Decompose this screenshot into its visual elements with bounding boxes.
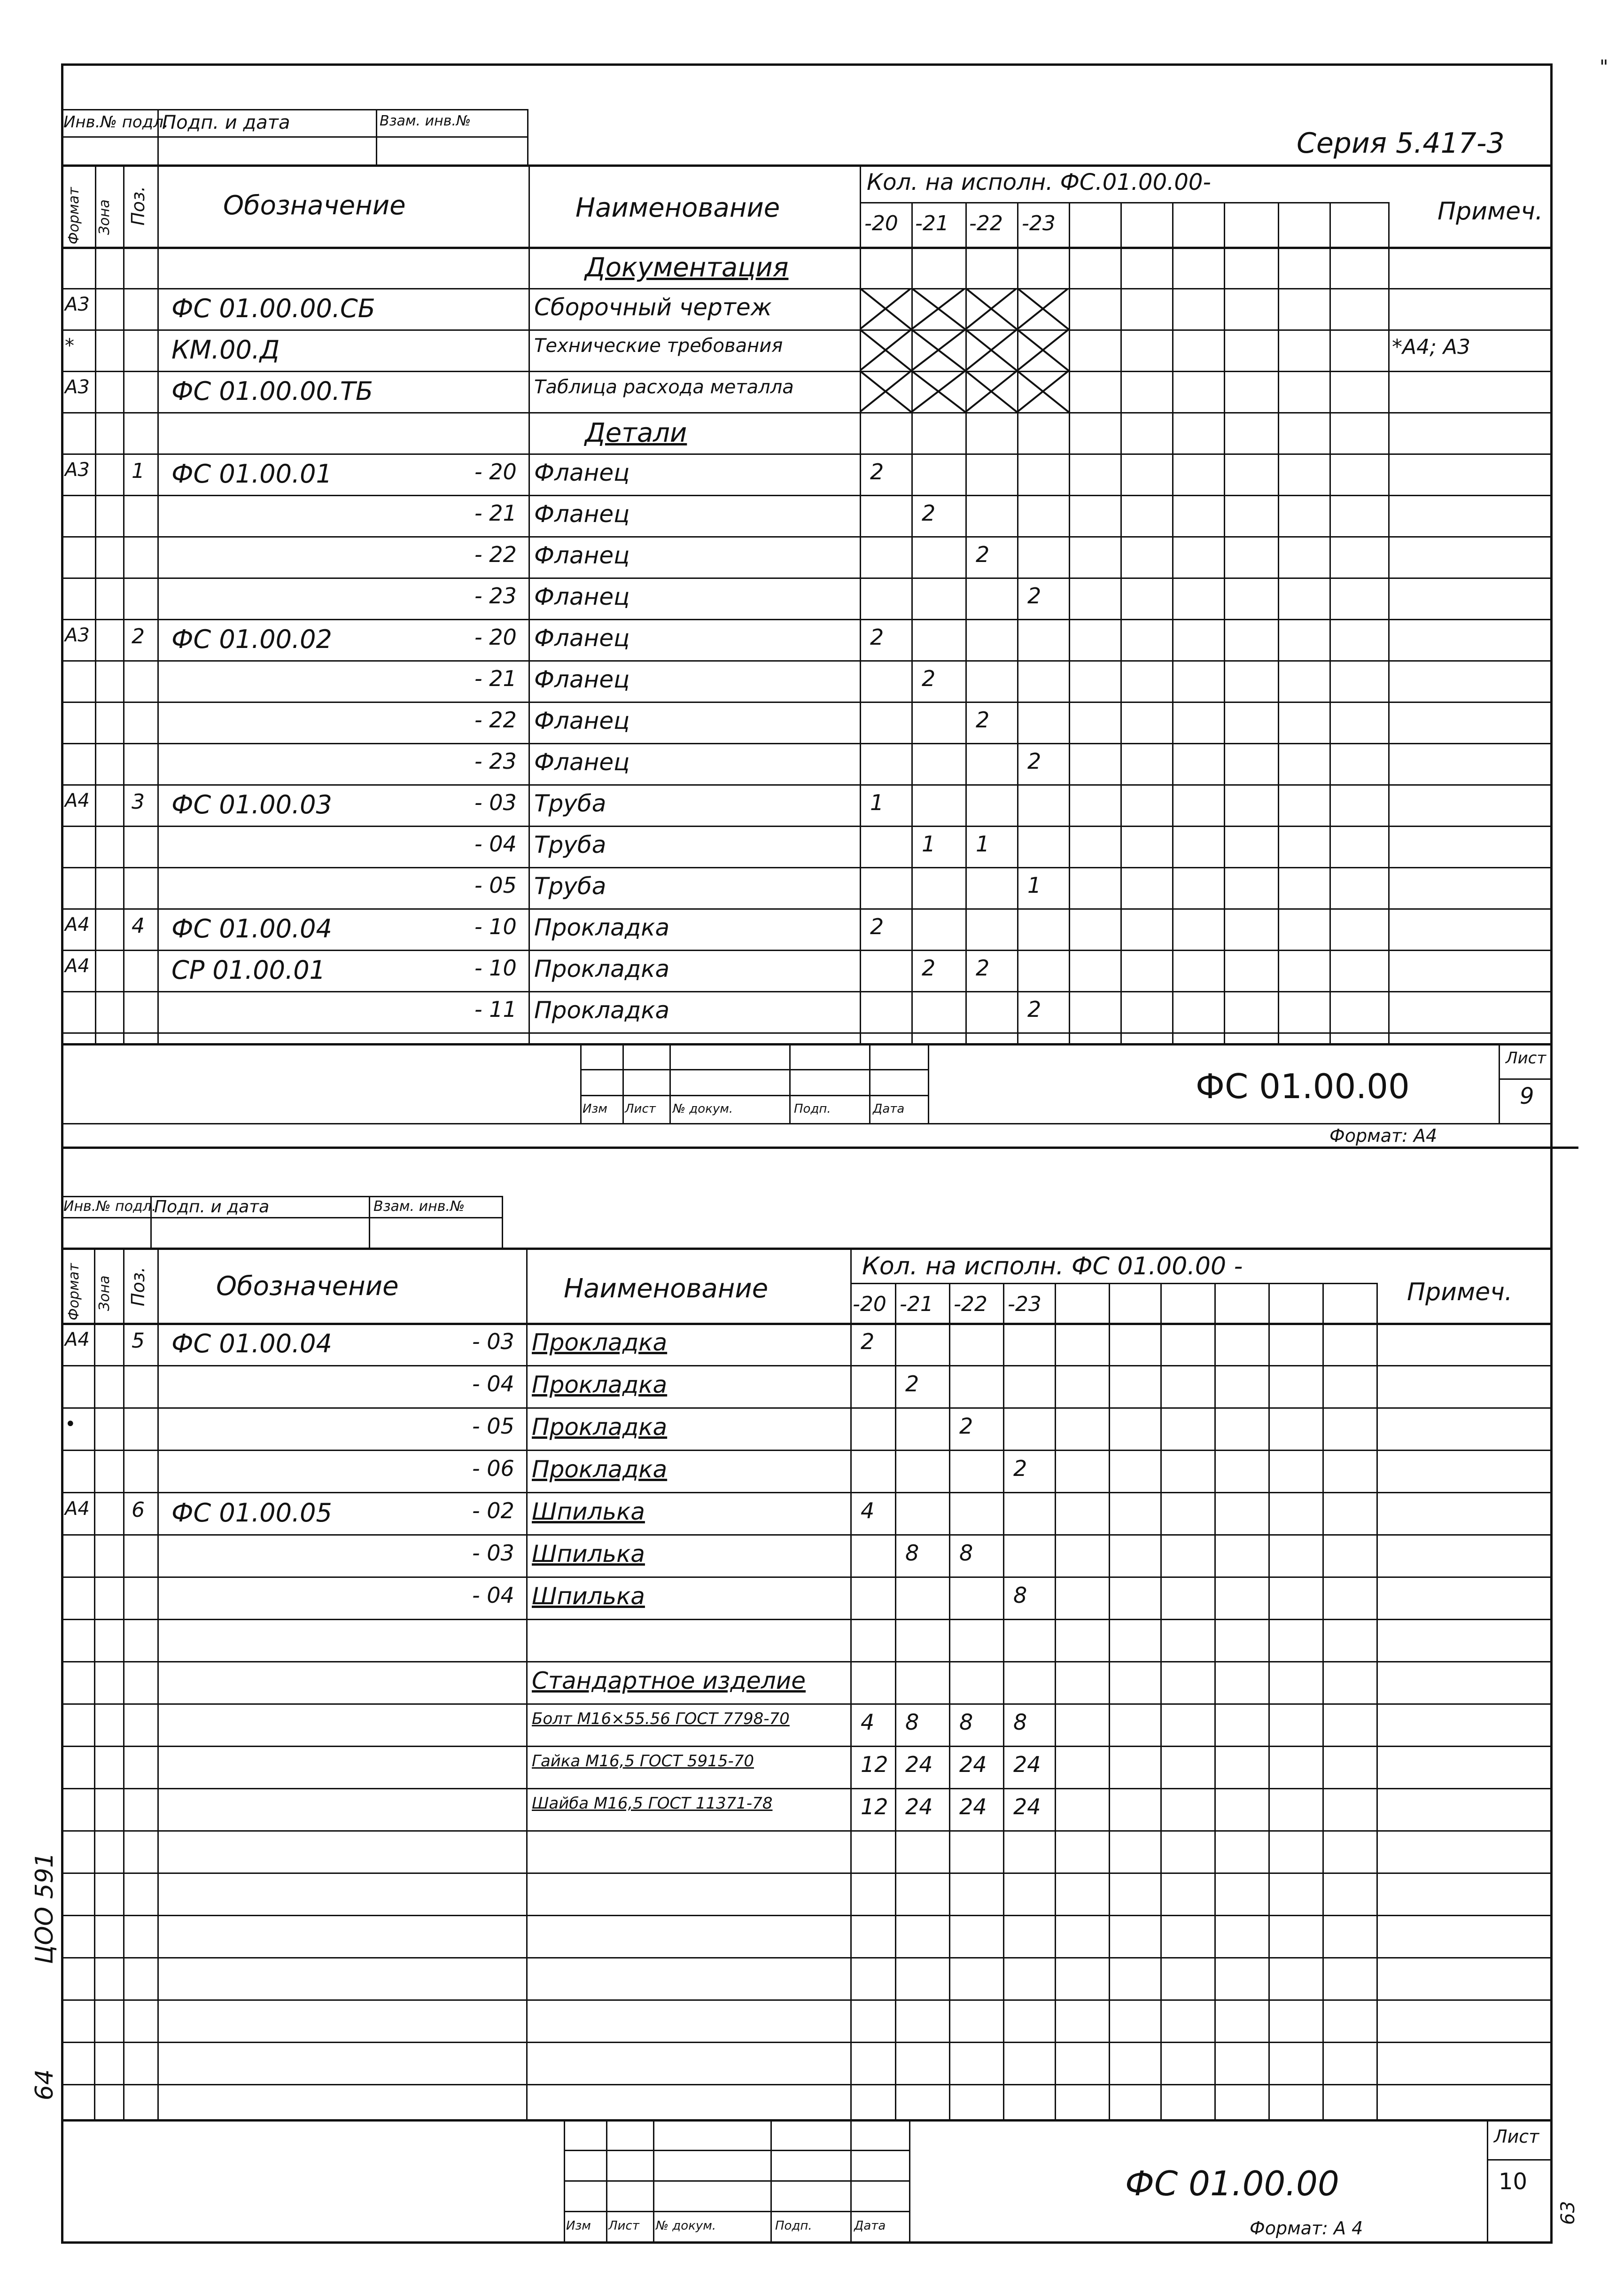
s1-cell-name: Труба [534,831,606,858]
s1-cell-designation: ФС 01.00.00.ТБ [171,376,373,406]
s2-cell-qty: 2 [905,1371,919,1397]
s2-cell-qty: 8 [1013,1709,1027,1735]
s2-tb-r1 [564,2150,909,2151]
sheet-divider [61,1147,1578,1149]
s2-col-line [157,1248,159,2119]
s1-table-top [61,164,1553,167]
s2-cell-qty: 12 [861,1794,888,1819]
s2-cell-designation: ФС 01.00.05 [171,1498,332,1528]
s1-h-v23: -23 [1022,211,1056,235]
crossed-cell [965,288,1017,329]
crossed-cell [965,371,1017,412]
s2-row-line [61,1872,1550,1874]
s1-col-line [1172,202,1173,1043]
s1-cell-name: Фланец [534,624,630,652]
s2-tb-izm: Изм [566,2219,591,2233]
s2-cell-suffix: - 05 [472,1413,514,1439]
s1-row-line [61,950,1550,951]
s1-h-v21: -21 [915,211,949,235]
s1-tb-list: Лист [625,1102,656,1116]
s1-cell-qty: 1 [1027,873,1041,898]
s2-row-line [61,1619,1550,1620]
s2-cell-qty: 4 [861,1498,875,1523]
s2-h-designation: Обозначение [216,1271,399,1302]
s2-h-zone: Зона [96,1275,113,1311]
s1-cell-qty: 2 [976,955,990,981]
s2-row-line [61,1365,1550,1366]
s1-cell-name: Сборочный чертеж [534,294,772,321]
s1-row-line [61,867,1550,868]
s1-h-pos: Поз. [128,186,148,226]
s2-cell-name: Шпилька [532,1498,645,1525]
s2-cell-pos: 5 [132,1329,145,1353]
s2-cell-qty: 8 [959,1540,973,1566]
s1-row-line [61,743,1550,744]
s1-row-line [61,371,1550,372]
s2-cell-qty: 24 [1013,1752,1041,1777]
s2-cell-name: Прокладка [532,1456,668,1483]
s2-tb-podp: Подп. [775,2219,812,2233]
s1-cell-name: Труба [534,790,606,817]
s1-cell-suffix: - 10 [474,914,517,939]
s1-tb-sheet-no: 9 [1520,1083,1534,1109]
s1-row-line [61,412,1550,414]
s2-cell-qty: 2 [959,1413,973,1439]
s2-table-top [61,1248,1553,1250]
s2-row-line [61,1534,1550,1536]
s2-row-line [61,1999,1550,2001]
s2-cell-format: А4 [65,1329,90,1350]
s2-cell-qty: 8 [959,1709,973,1735]
s1-cell-name: Таблица расхода металла [534,376,794,398]
s2-tb-doc: ФС 01.00.00 [1125,2164,1339,2203]
s2-row-line [61,1703,1550,1705]
s2-row-line [61,1450,1550,1451]
s2-h-v21: -21 [900,1292,933,1316]
s1-cell-format: А4 [65,914,90,936]
side-stamp: ЦОО 591 [31,1852,59,1964]
s1-tb-bottom [61,1123,1553,1124]
s1-tb-v0 [580,1043,582,1123]
s1-tb-izm: Изм [583,1102,607,1116]
s1-cell-qty: 2 [870,459,884,484]
s2-row-line [61,1830,1550,1832]
s1-cell-qty: 2 [922,955,936,981]
crossed-cell [1017,329,1069,371]
s1-cell-format: А3 [65,459,90,481]
s2-qty-sub [850,1283,1376,1284]
s1-cell-suffix: - 23 [474,749,517,774]
s2-cell-qty: 24 [959,1752,987,1777]
s2-col-line [94,1248,95,2119]
s1-cell-qty: 2 [1027,997,1041,1022]
s2-cell-qty: 12 [861,1752,888,1777]
s2-row-line [61,1915,1550,1916]
crossed-cell [911,329,965,371]
s1-cell-qty: 1 [922,831,936,857]
s2-stamp-v3 [502,1196,503,1248]
s2-tb-v6 [1487,2119,1488,2241]
s1-h-v22: -22 [969,211,1003,235]
s1-cell-format: А3 [65,294,90,315]
s2-h-name: Наименование [564,1273,769,1304]
s2-col-line [61,1248,62,2119]
s2-h-note: Примеч. [1407,1278,1513,1306]
s1-cell-name: Прокладка [534,997,670,1024]
s2-cell-name: Прокладка [532,1329,668,1356]
crossed-cell [1017,371,1069,412]
s1-cell-qty: 2 [976,707,990,733]
s1-tb-v6 [1499,1043,1500,1123]
s1-cell-designation: СР 01.00.01 [171,955,326,985]
s2-cell-qty: 8 [905,1709,919,1735]
s1-tb-v5 [928,1043,929,1123]
s1-tb-v2 [669,1043,671,1123]
s2-row-line [61,1746,1550,1747]
crossed-cell [860,288,911,329]
s1-tb-podp: Подп. [794,1102,831,1116]
s2-tb-ndoc: № докум. [656,2219,716,2233]
s2-cell-qty: 2 [861,1329,875,1354]
s2-tb-sheet-label: Лист [1494,2126,1539,2147]
s1-cell-qty: 2 [1027,749,1041,774]
s2-tb-sheet-no: 10 [1499,2169,1528,2195]
s2-cell-suffix: - 06 [472,1456,514,1481]
s1-h-qty: Кол. на исполн. ФС.01.00.00- [867,169,1211,195]
s2-row-line [61,1576,1550,1578]
s1-cell-designation: ФС 01.00.00.СБ [171,294,375,323]
s2-cell-designation: ФС 01.00.04 [171,1329,332,1358]
s1-h-designation: Обозначение [223,190,406,221]
s2-cell-name: Шпилька [532,1583,645,1610]
s2-cell-format: А4 [65,1498,90,1520]
s1-tb-r2 [580,1095,928,1096]
s1-cell-name: Фланец [534,542,630,569]
s1-cell-suffix: - 22 [474,707,517,733]
s1-cell-pos: 4 [132,914,145,938]
s1-row-line [61,329,1550,331]
s1-row-line [61,702,1550,703]
s1-col-line [1550,164,1552,1043]
s1-cell-suffix: - 21 [474,500,517,526]
s2-cell-name: Прокладка [532,1371,668,1398]
s1-row-line [61,991,1550,992]
frame-top [61,63,1553,66]
s2-h-v20: -20 [853,1292,886,1316]
s1-cell-suffix: - 11 [474,997,517,1022]
s1-format: Формат: А4 [1329,1125,1438,1146]
s1-cell-designation: ФС 01.00.04 [171,914,332,944]
s2-row-line [61,2042,1550,2043]
s1-cell-qty: 2 [870,914,884,939]
s2-cell-name: Гайка М16,5 ГОСТ 5915-70 [532,1752,754,1771]
s2-tb-sheet-mid [1487,2159,1550,2161]
s2-cell-suffix: - 03 [472,1329,514,1354]
s1-cell-name: Прокладка [534,914,670,941]
s2-stamp-repl: Взам. инв.№ [373,1198,465,1215]
s1-h-format: Формат [66,187,82,244]
s1-row-line [61,577,1550,579]
s1-cell-suffix: - 20 [474,624,517,650]
s1-col-line [61,164,62,1043]
s1-cell-suffix: - 22 [474,542,517,567]
s1-cell-name: Фланец [534,749,630,776]
s2-h-v23: -23 [1008,1292,1041,1316]
s1-tb-top [61,1043,1553,1045]
s1-col-line [157,164,159,1043]
s1-cell-suffix: - 05 [474,873,517,898]
s1-col-line [95,164,96,1043]
s1-cell-name: Фланец [534,583,630,610]
s2-cell-qty: 24 [905,1752,933,1777]
s1-tb-sheet-label: Лист [1506,1049,1546,1068]
s2-tb-list: Лист [608,2219,639,2233]
s2-stamp-mid [61,1217,503,1218]
s1-cell-qty: 2 [870,624,884,650]
s2-stamp-inv: Инв.№ подл. [63,1198,156,1215]
s1-cell-suffix: - 23 [474,583,517,609]
s1-cell-suffix: - 21 [474,666,517,691]
s1-col-line [1224,202,1225,1043]
s1-col-line [1329,202,1331,1043]
s1-cell-pos: 2 [132,624,145,648]
s1-cell-designation: КМ.00.Д [171,335,280,365]
s2-cell-format: • [65,1413,76,1435]
s2-cell-qty: 8 [905,1540,919,1566]
s2-row-line [61,2084,1550,2085]
s2-cell-name: Шпилька [532,1540,645,1568]
crossed-cell [1017,288,1069,329]
crossed-cell [911,288,965,329]
s1-col-line [1120,202,1122,1043]
s1-cell-name: Документация [585,252,789,283]
s1-row-line [61,288,1550,289]
s1-stamp-sign: Подп. и дата [162,112,290,133]
crossed-cell [860,371,911,412]
s2-col-line [526,1248,528,2119]
s2-h-format: Формат [66,1263,82,1320]
series-label: Серия 5.417-3 [1297,127,1505,160]
crossed-cell [911,371,965,412]
s1-cell-qty: 2 [922,500,936,526]
s2-col-line [850,1248,852,2119]
s1-cell-name: Фланец [534,459,630,486]
s1-col-line [1278,202,1279,1043]
frame-bottom [61,2241,1553,2244]
side-page: 64 [31,2069,59,2100]
s2-row-line [61,1788,1550,1789]
s1-row-line [61,495,1550,496]
s1-h-zone: Зона [96,199,113,235]
s2-cell-qty: 24 [905,1794,933,1819]
corner-mark: " [1600,56,1608,78]
s2-row-line [61,1661,1550,1662]
s2-cell-suffix: - 04 [472,1583,514,1608]
s1-cell-qty: 1 [976,831,990,857]
s2-cell-suffix: - 04 [472,1371,514,1397]
s1-cell-format: А3 [65,376,90,398]
s1-tb-ndoc: № докум. [673,1102,733,1116]
s1-cell-format: * [65,335,74,357]
s2-col-line [1550,1248,1552,2119]
s1-row-line [61,660,1550,662]
s1-row-line [61,619,1550,620]
s1-cell-designation: ФС 01.00.03 [171,790,332,819]
s1-row-line [61,1032,1550,1034]
s1-cell-name: Фланец [534,707,630,734]
crossed-cell [965,329,1017,371]
s1-cell-pos: 1 [132,459,145,483]
s2-format: Формат: А 4 [1250,2218,1363,2239]
s1-stamp-top [61,109,528,110]
s1-cell-format: А4 [65,790,90,811]
s1-qty-sub [860,202,1388,203]
s2-cell-suffix: - 03 [472,1540,514,1566]
s1-tb-v4 [869,1043,870,1123]
s2-h-pos: Поз. [128,1266,148,1306]
s2-row-line [61,1492,1550,1493]
s1-cell-note: *А4; А3 [1392,335,1470,359]
s1-cell-designation: ФС 01.00.01 [171,459,332,489]
s1-tb-doc: ФС 01.00.00 [1196,1067,1410,1106]
s2-cell-name: Шайба М16,5 ГОСТ 11371-78 [532,1794,773,1813]
s2-cell-qty: 24 [959,1794,987,1819]
s1-cell-format: А3 [65,624,90,646]
s1-stamp-v2 [376,109,377,165]
s1-col-line [1388,202,1390,1043]
s1-stamp-v3 [527,109,528,165]
s2-cell-qty: 24 [1013,1794,1041,1819]
s1-cell-suffix: - 20 [474,459,517,484]
s1-cell-qty: 2 [976,542,990,567]
s2-tb-r3 [564,2211,909,2212]
s1-cell-qty: 2 [922,666,936,691]
s2-h-qty: Кол. на исполн. ФС 01.00.00 - [862,1252,1243,1280]
s2-stamp-top [61,1196,503,1197]
s2-cell-name: Болт М16×55.56 ГОСТ 7798-70 [532,1709,790,1728]
s1-row-line [61,826,1550,827]
s2-header-bottom [61,1323,1553,1325]
s1-cell-designation: ФС 01.00.02 [171,624,332,654]
s2-tb-v5 [909,2119,910,2241]
s1-h-name: Наименование [575,193,780,223]
s1-cell-qty: 2 [1027,583,1041,609]
s1-tb-v1 [622,1043,624,1123]
s1-cell-name: Детали [585,418,687,448]
s1-cell-name: Фланец [534,500,630,528]
s1-cell-name: Технические требования [534,335,783,357]
s1-row-line [61,536,1550,538]
s2-cell-qty: 4 [861,1709,875,1735]
s1-cell-name: Прокладка [534,955,670,983]
s2-tb-r2 [564,2180,909,2182]
s2-tb-data: Дата [854,2219,886,2233]
s2-cell-pos: 6 [132,1498,145,1522]
s2-row-line [61,1407,1550,1409]
s1-cell-qty: 1 [870,790,884,815]
s1-tb-data: Дата [873,1102,905,1116]
s1-cell-format: А4 [65,955,90,977]
s1-tb-sheet-mid [1499,1078,1550,1080]
s1-stamp-repl: Взам. инв.№ [380,113,471,129]
s1-cell-name: Фланец [534,666,630,693]
s2-stamp-v2 [369,1196,370,1248]
s2-cell-name: Стандартное изделие [532,1667,806,1694]
s1-stamp-mid [61,136,528,138]
s1-cell-pos: 3 [132,790,145,814]
s1-tb-v3 [789,1043,791,1123]
s1-cell-name: Труба [534,873,606,900]
s1-row-line [61,784,1550,786]
s2-col-line [123,1248,124,2119]
s1-col-line [1069,202,1070,1043]
s1-cell-suffix: - 04 [474,831,517,857]
s2-cell-name: Прокладка [532,1413,668,1441]
s2-tb-top [61,2119,1553,2122]
s1-cell-suffix: - 03 [474,790,517,815]
edge-number: 63 [1557,2201,1579,2225]
s1-stamp-inv: Инв.№ подл. [63,113,169,132]
s2-h-v22: -22 [954,1292,987,1316]
s1-tb-r1 [580,1069,928,1070]
s1-h-note: Примеч. [1438,197,1543,226]
s1-col-line [528,164,530,1043]
s1-cell-suffix: - 10 [474,955,517,981]
s2-stamp-sign: Подп. и дата [154,1197,270,1217]
crossed-cell [860,329,911,371]
s2-cell-suffix: - 02 [472,1498,514,1523]
s2-cell-qty: 8 [1013,1583,1027,1608]
s1-col-line [123,164,124,1043]
s1-row-line [61,908,1550,910]
s2-cell-qty: 2 [1013,1456,1027,1481]
s2-row-line [61,1957,1550,1958]
s1-h-v20: -20 [864,211,898,235]
s1-header-bottom [61,247,1553,249]
s1-row-line [61,453,1550,455]
